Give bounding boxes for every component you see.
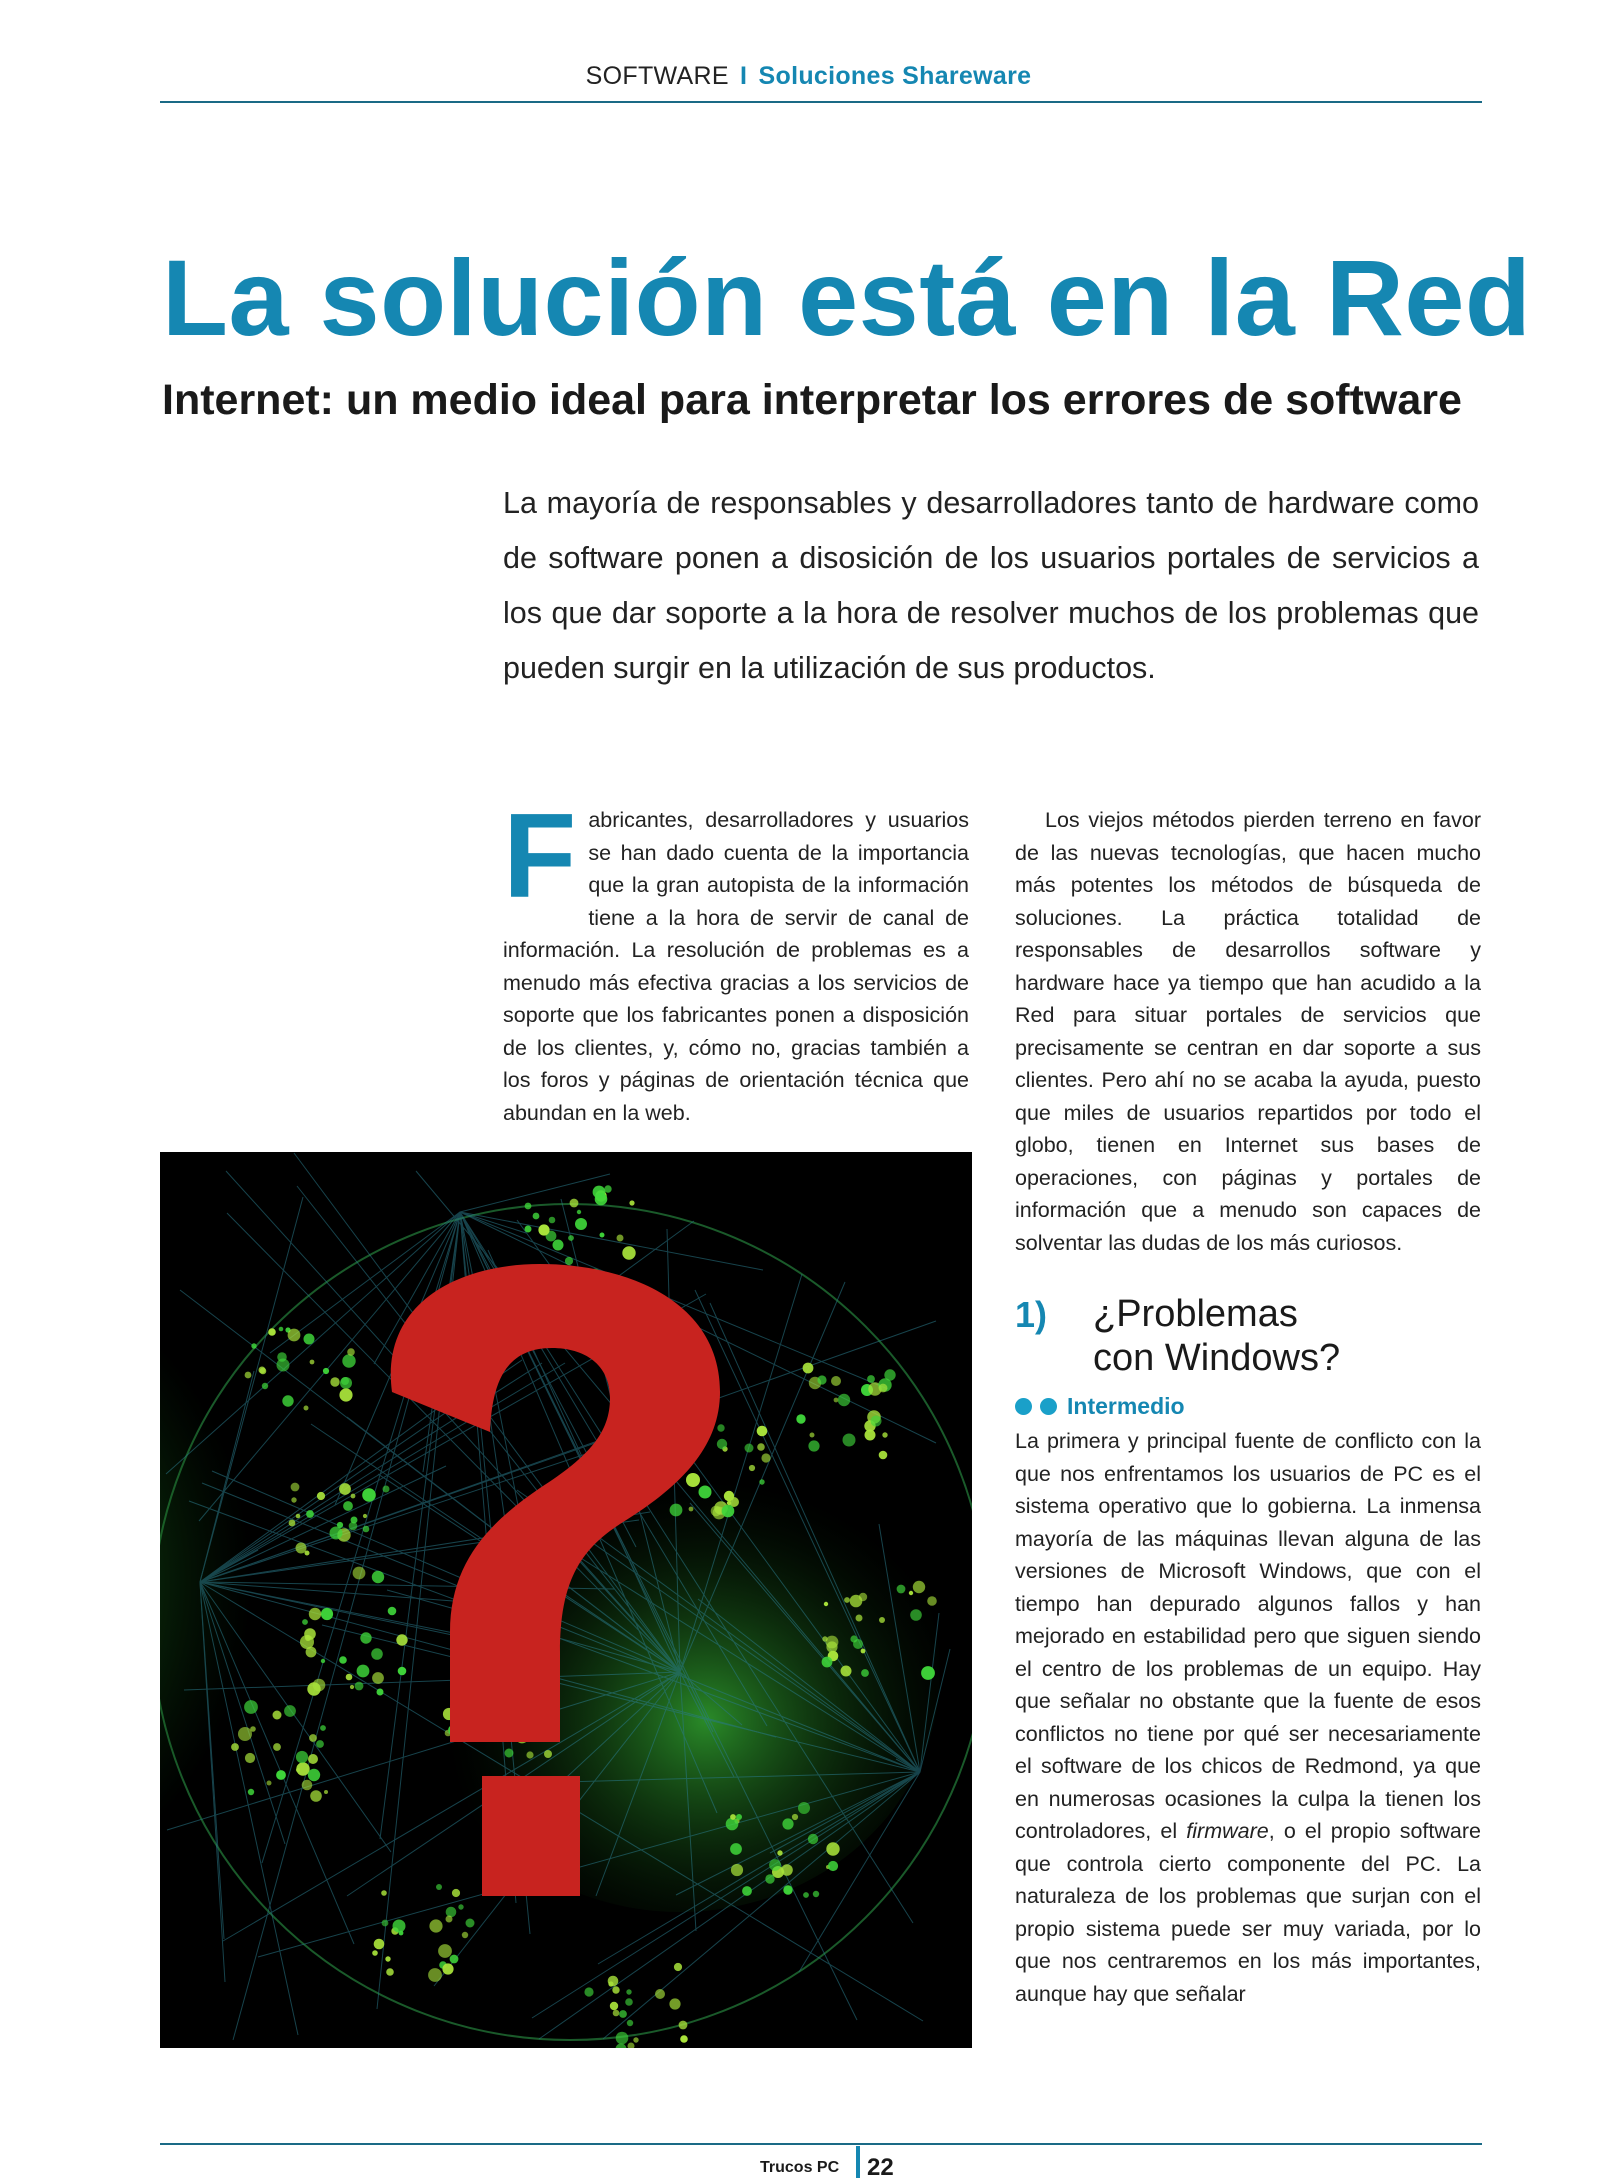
body-column-1-text: abricantes, desarrolladores y usuarios se han dado cuenta de la importancia que la gran autopista de la información tiene a la hora de servir de canal de información. La resolución de problemas es a menudo más efectiva gracias a los servicios de soporte que los fabricantes ponen a disposición de los clientes, y, cómo no, gracias también a los foros y páginas de orientación técnica que abundan en la web.: [503, 808, 969, 1125]
section-title-line-2: con Windows?: [1093, 1337, 1341, 1379]
article-subtitle: Internet: un medio ideal para interpretar los errores de software: [162, 376, 1462, 424]
section-number: 1): [1015, 1294, 1048, 1335]
page-number: 22: [867, 2154, 894, 2181]
level-dot-icon: [1015, 1398, 1032, 1415]
article-lead: La mayoría de responsables y desarrolladores tanto de hardware como de software ponen a disosición de los usuarios portales de servicios a los que dar soporte a la hora de resolver muchos de los problemas que pueden surgir en la utilización de sus productos.: [503, 486, 1479, 685]
section-title: [1093, 1292, 1340, 1380]
difficulty-level: [1015, 1393, 1185, 1420]
body-column-1: [503, 789, 969, 1129]
running-header: [0, 62, 1617, 91]
body-column-3: [1015, 1425, 1481, 2010]
body-column-2: Los viejos métodos pierden terreno en favor de las nuevas tecnologías, que hacen mucho más potentes los métodos de búsqueda de soluciones. La práctica totalidad de responsables de desarrollos software y hardware hace ya tiempo que han acudido a la Red para situar portales de servicios que precisamente se centran en dar soporte a sus clientes. Pero ahí no se acaba la ayuda, puesto que miles de usuarios repartidos por todo el globo, tienen en Internet sus bases de operaciones, con páginas y portales de información que a menudo son capaces de solventar las dudas de los más curiosos.: [1015, 808, 1481, 1255]
question-mark-dot-icon: [482, 1776, 580, 1896]
header-section: SOFTWARE: [585, 62, 729, 90]
drop-cap: F: [503, 789, 577, 923]
header-subsection: Soluciones Shareware: [758, 62, 1032, 90]
footer-bar: [856, 2146, 860, 2178]
body-emphasis: firmware: [1186, 1819, 1269, 1843]
network-globe-question-illustration: [160, 1152, 972, 2048]
section-title-line-1: ¿Problemas: [1093, 1293, 1298, 1335]
body-column-3-text-b: , o el propio software que controla cierto componente del PC. La naturaleza de los problemas que surjan con el propio sistema puede ser muy variada, por lo que nos centraremos en los más importantes, aunque hay que señalar: [1015, 1819, 1481, 2006]
footer-magazine: Trucos PC: [760, 2159, 840, 2176]
level-dot-icon: [1040, 1398, 1057, 1415]
header-separator: I: [740, 62, 748, 90]
body-column-3-text-a: La primera y principal fuente de conflicto con la que nos enfrentamos los usuarios de PC es el sistema operativo que lo gobierna. La inmensa mayoría de las máquinas llevan alguna de las versiones de Microsoft Windows, que con el tiempo han depurado algunos fallos y han mejorado en estabilidad pero que siguen siendo el centro de los problemas de un equipo. Hay que señalar no obstante que la fuente de esos conflictos no tiene por qué ser necesariamente el software de los chicos de Redmond, ya que en numerosas ocasiones la culpa la tienen los controladores, el: [1015, 1429, 1481, 1843]
footer-rule: [160, 2143, 1482, 2145]
article-photo: [160, 1152, 972, 2048]
article-title: La solución está en la Red: [162, 237, 1532, 358]
level-label: Intermedio: [1067, 1393, 1185, 1419]
header-rule: [160, 101, 1482, 103]
